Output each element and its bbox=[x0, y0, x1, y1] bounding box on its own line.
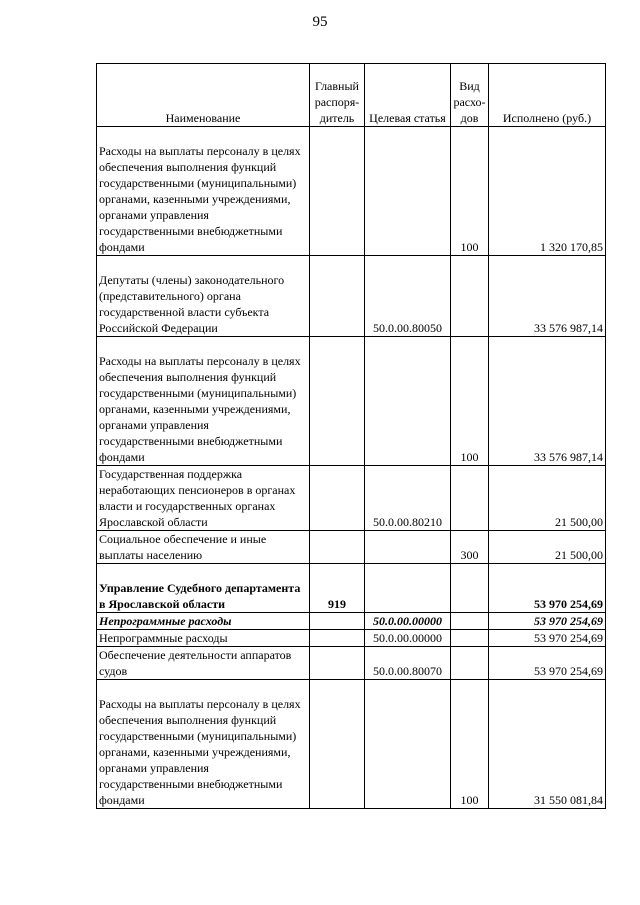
row-amount: 33 576 987,14 bbox=[489, 337, 606, 466]
table-header bbox=[97, 64, 606, 127]
table-row bbox=[97, 531, 606, 564]
row-name: Непрограммные расходы bbox=[97, 613, 310, 630]
row-target-article bbox=[365, 564, 451, 613]
table-row bbox=[97, 256, 606, 337]
row-expense-kind bbox=[451, 466, 489, 531]
row-main-manager bbox=[310, 613, 365, 630]
row-main-manager bbox=[310, 531, 365, 564]
row-name: Непрограммные расходы bbox=[97, 630, 310, 647]
table-row bbox=[97, 680, 606, 809]
row-amount: 33 576 987,14 bbox=[489, 256, 606, 337]
table-row bbox=[97, 630, 606, 647]
row-target-article: 50.0.00.80210 bbox=[365, 466, 451, 531]
table-row bbox=[97, 466, 606, 531]
header-expense-kind: Вид расхо-дов bbox=[451, 64, 489, 127]
row-amount: 21 500,00 bbox=[489, 466, 606, 531]
table-row bbox=[97, 613, 606, 630]
row-target-article bbox=[365, 337, 451, 466]
header-main-manager: Главный распоря-дитель bbox=[310, 64, 365, 127]
header-executed: Исполнено (руб.) bbox=[489, 64, 606, 127]
page-number: 95 bbox=[312, 14, 328, 30]
row-expense-kind: 300 bbox=[451, 531, 489, 564]
row-name: Расходы на выплаты персоналу в целях обеспечения выполнения функций государственными (муниципальными) органами, казенными учреждениями, органами управления государственными внебюджетными фондами bbox=[97, 337, 310, 466]
row-expense-kind: 100 bbox=[451, 337, 489, 466]
row-name: Расходы на выплаты персоналу в целях обеспечения выполнения функций государственными (муниципальными) органами, казенными учреждениями, органами управления государственными внебюджетными фондами bbox=[97, 680, 310, 809]
row-target-article: 50.0.00.00000 bbox=[365, 613, 451, 630]
row-name: Государственная поддержка неработающих пенсионеров в органах власти и государственных органах Ярославской области bbox=[97, 466, 310, 531]
table-row bbox=[97, 647, 606, 680]
row-amount: 31 550 081,84 bbox=[489, 680, 606, 809]
row-amount: 1 320 170,85 bbox=[489, 127, 606, 256]
row-expense-kind bbox=[451, 647, 489, 680]
expenditure-table bbox=[96, 63, 606, 809]
row-main-manager bbox=[310, 680, 365, 809]
row-amount: 21 500,00 bbox=[489, 531, 606, 564]
row-target-article: 50.0.00.00000 bbox=[365, 630, 451, 647]
row-expense-kind bbox=[451, 564, 489, 613]
row-amount: 53 970 254,69 bbox=[489, 630, 606, 647]
row-amount: 53 970 254,69 bbox=[489, 564, 606, 613]
row-name: Социальное обеспечение и иные выплаты населению bbox=[97, 531, 310, 564]
table-row bbox=[97, 127, 606, 256]
row-target-article: 50.0.00.80070 bbox=[365, 647, 451, 680]
row-target-article bbox=[365, 680, 451, 809]
row-expense-kind bbox=[451, 613, 489, 630]
row-expense-kind: 100 bbox=[451, 127, 489, 256]
row-expense-kind bbox=[451, 630, 489, 647]
row-target-article: 50.0.00.80050 bbox=[365, 256, 451, 337]
row-expense-kind: 100 bbox=[451, 680, 489, 809]
row-name: Управление Судебного департамента в Ярославской области bbox=[97, 564, 310, 613]
row-name: Расходы на выплаты персоналу в целях обеспечения выполнения функций государственными (муниципальными) органами, казенными учреждениями, органами управления государственными внебюджетными фондами bbox=[97, 127, 310, 256]
header-name: Наименование bbox=[97, 64, 310, 127]
row-main-manager bbox=[310, 466, 365, 531]
row-amount: 53 970 254,69 bbox=[489, 647, 606, 680]
row-name: Обеспечение деятельности аппаратов судов bbox=[97, 647, 310, 680]
table-row bbox=[97, 337, 606, 466]
row-main-manager bbox=[310, 337, 365, 466]
row-main-manager bbox=[310, 630, 365, 647]
row-expense-kind bbox=[451, 256, 489, 337]
row-main-manager: 919 bbox=[310, 564, 365, 613]
row-main-manager bbox=[310, 647, 365, 680]
table-row bbox=[97, 564, 606, 613]
row-main-manager bbox=[310, 256, 365, 337]
row-target-article bbox=[365, 127, 451, 256]
row-name: Депутаты (члены) законодательного (представительного) органа государственной власти субъекта Российской Федерации bbox=[97, 256, 310, 337]
row-target-article bbox=[365, 531, 451, 564]
header-target-article: Целевая статья bbox=[365, 64, 451, 127]
row-main-manager bbox=[310, 127, 365, 256]
row-amount: 53 970 254,69 bbox=[489, 613, 606, 630]
